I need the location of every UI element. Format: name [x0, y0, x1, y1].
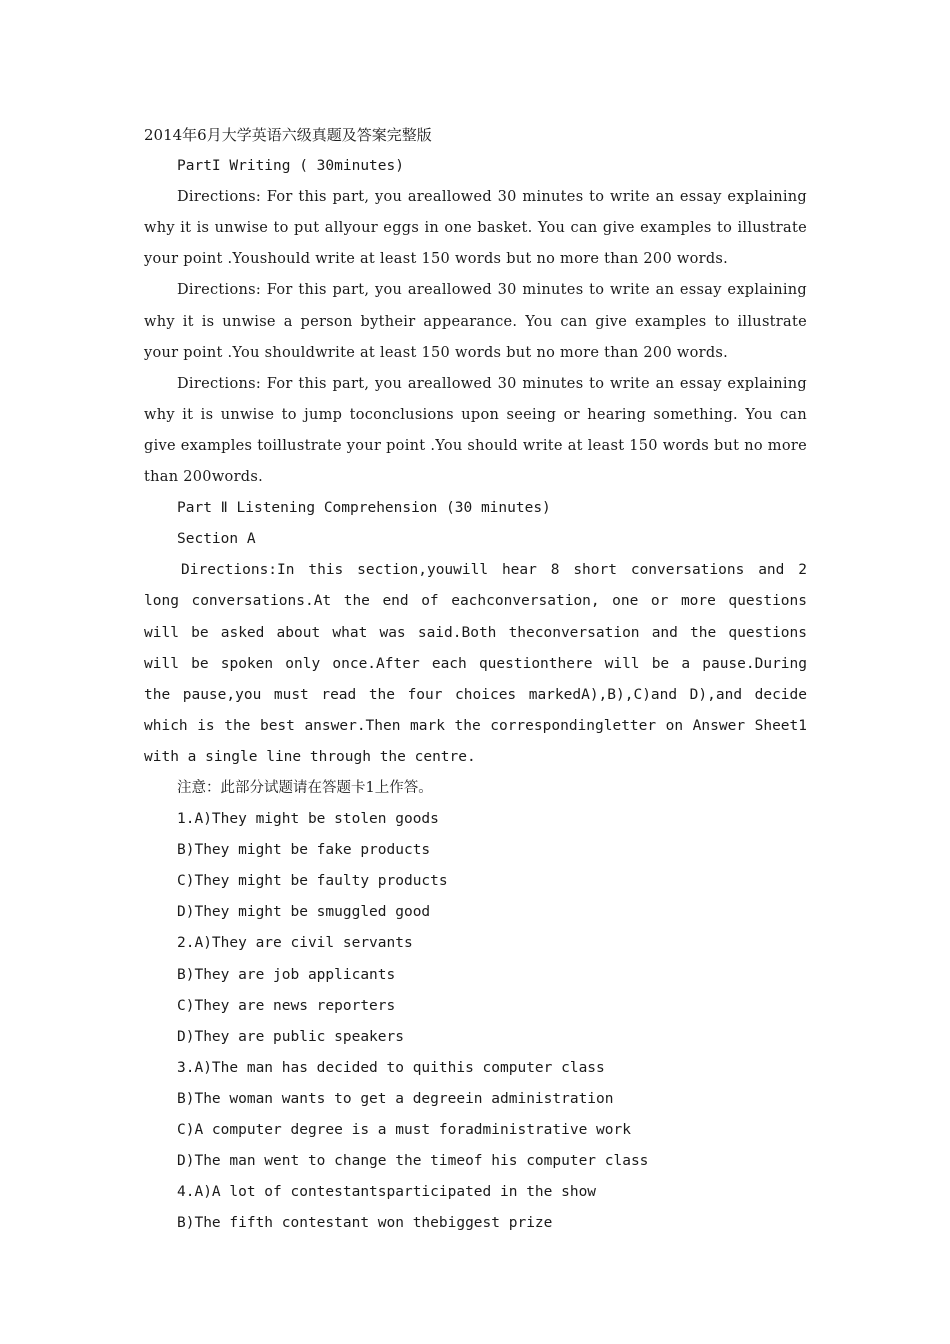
- option-line: 3.A)The man has decided to quithis computer class: [177, 1059, 605, 1076]
- section-a-heading: Section A: [177, 531, 256, 548]
- option-line: C)They are news reporters: [177, 997, 396, 1014]
- document-body: [144, 120, 807, 1239]
- option-line: 4.A)A lot of contestantsparticipated in the show: [177, 1184, 597, 1201]
- part2-heading: Part Ⅱ Listening Comprehension (30 minutes): [177, 500, 551, 517]
- option-line: B)They are job applicants: [177, 966, 396, 983]
- document-title: 2014年6月大学英语六级真题及答案完整版: [144, 126, 432, 144]
- listening-directions: Directions:In this section,youwill hear 8 short conversations and 2 long conversations.At the end of eachconversation, one or more questions will be asked about what was said.Both theconversation and the questions will be spoken only once.After each questionthere will be a pause.During the pause,you must read the four choices markedA),B),C)and D),and decide which is the best answer.Then mark the correspondingletter on Answer Sheet1 with a single line through the centre.: [144, 562, 807, 765]
- writing-directions-2: Directions: For this part, you areallowed 30 minutes to write an essay explaining why it is unwise a person bytheir appearance. You can give examples to illustrate your point .You shouldwrite at least 150 words but no more than 200 words.: [144, 282, 807, 361]
- option-line: C)A computer degree is a must foradministrative work: [177, 1122, 631, 1138]
- option-line: C)They might be faulty products: [177, 873, 448, 890]
- option-line: B)They might be fake products: [177, 842, 431, 859]
- note-cn: 注意：此部分试题请在答题卡1上作答。: [177, 779, 433, 796]
- option-line: B)The woman wants to get a degreein administration: [177, 1090, 614, 1107]
- option-line: D)The man went to change the timeof his computer class: [177, 1153, 649, 1170]
- option-line: D)They are public speakers: [177, 1028, 404, 1045]
- writing-directions-3: Directions: For this part, you areallowed 30 minutes to write an essay explaining why it is unwise to jump toconclusions upon seeing or hearing something. You can give examples toillustrate your point .You should write at least 150 words but no more than 200words.: [144, 375, 807, 486]
- writing-directions-1: Directions: For this part, you areallowed 30 minutes to write an essay explaining why it is unwise to put allyour eggs in one basket. You can give examples to illustrate your point .Youshould write at least 150 words but no more than 200 words.: [144, 189, 807, 268]
- option-line: 1.A)They might be stolen goods: [177, 811, 439, 828]
- option-line: B)The fifth contestant won thebiggest prize: [177, 1215, 553, 1232]
- part1-heading: PartI Writing ( 30minutes): [177, 158, 404, 175]
- option-line: D)They might be smuggled good: [177, 904, 431, 921]
- option-line: 2.A)They are civil servants: [177, 935, 413, 952]
